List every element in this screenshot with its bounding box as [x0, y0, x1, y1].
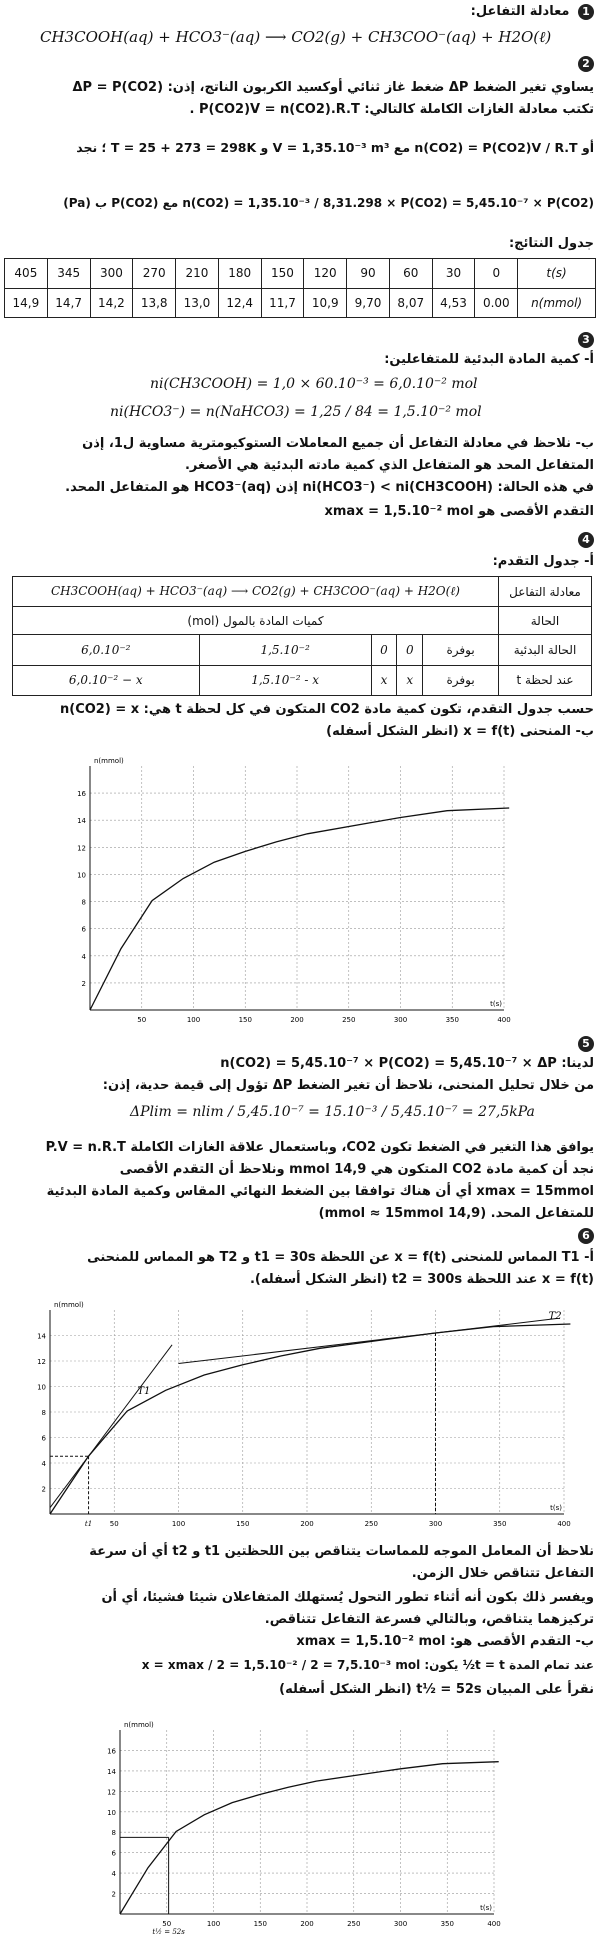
excess-cell: بوفرة: [423, 665, 499, 695]
y-tick-label: 14: [77, 817, 86, 826]
y-tick-label: 14: [107, 1767, 116, 1776]
x-tick-label: 300: [428, 1520, 443, 1528]
state-label-cell: الحالة: [499, 607, 592, 635]
co2-equals-x: حسب جدول التقدم، تكون كمية مادة CO2 المتكون في كل لحظة t هي: n(CO2) = x: [60, 702, 594, 717]
time-cell: 120: [304, 259, 347, 289]
moles-cell: 14,2: [90, 288, 133, 318]
x-tick-label: 200: [290, 1016, 304, 1024]
time-cell: 90: [347, 259, 390, 289]
slope-observation: نلاحظ أن المعامل الموجه للمماسات يتناقص بين اللحظتين t1 و t2 أي أن سرعة: [89, 1544, 594, 1559]
explanation-1: ويفسر ذلك بكون أنه أثناء تطور التحول يُستهلك المتفاعلان شيئا فشيئا، أي أن: [101, 1590, 594, 1605]
x-axis-label: t(s): [550, 1504, 562, 1512]
advancement-value-cell: 1,5.10⁻² - x: [199, 665, 371, 695]
y-tick-label: 12: [107, 1788, 116, 1797]
y-tick-label: 6: [81, 925, 86, 934]
co2-amount: نجد أن كمية مادة CO2 المتكون هي 14,9 mmol ونلاحظ أن التقدم الأقصى: [119, 1162, 594, 1177]
x-tick-label: 350: [445, 1016, 459, 1024]
time-cell: 150: [261, 259, 304, 289]
x-tick-label: 200: [300, 1520, 314, 1528]
x-tick-label: 150: [236, 1520, 250, 1528]
x-tick-label: 100: [186, 1016, 201, 1024]
x-tick-label: 150: [238, 1016, 252, 1024]
moles-row: [5, 288, 596, 318]
time-cell: 30: [432, 259, 475, 289]
curve-series: [90, 808, 509, 1010]
excess-cell: بوفرة: [423, 635, 499, 665]
y-tick-label: 2: [111, 1890, 116, 1899]
tangent-reference: x = f(t) عند اللحظة t2 = 300s (انظر الشكل أسفله).: [249, 1272, 594, 1287]
advancement-value-cell: 6,0.10⁻²: [13, 635, 200, 665]
x-tick-label: 50: [137, 1016, 147, 1024]
y-tick-label: 10: [37, 1383, 46, 1392]
chart-3: [90, 1716, 510, 1936]
tangent-statement: أ- T1 المماس للمنحنى x = f(t) عن اللحظة t1 = 30s و T2 هو المماس للمنحنى: [87, 1250, 594, 1265]
x-tick-label: 250: [342, 1016, 356, 1024]
advancement-table-title: أ- جدول التقدم:: [492, 554, 594, 569]
time-cell: 270: [133, 259, 176, 289]
half-life-equation: عند تمام المدة t = t½ يكون: x = xmax / 2 = 1,5.10⁻² / 2 = 7,5.10⁻³ mol: [141, 1658, 594, 1672]
y-tick-label: 2: [81, 979, 86, 988]
advancement-value-cell: 6,0.10⁻² − x: [13, 665, 200, 695]
section-5-badge-line: [574, 1036, 594, 1052]
section-number-badge: 6: [578, 1228, 594, 1244]
moles-delta-p: لدينا: n(CO2) = 5,45.10⁻⁷ × P(CO2) = 5,45.10⁻⁷ × ΔP: [220, 1056, 594, 1071]
section-4-badge-line: [574, 532, 594, 548]
x-tick-label: 300: [393, 1016, 408, 1024]
y-tick-label: 4: [111, 1870, 116, 1879]
chart-1-svg: [60, 752, 520, 1032]
y-axis-label: n(mmol): [54, 1301, 84, 1309]
y-tick-label: 16: [77, 790, 86, 799]
y-tick-label: 8: [111, 1829, 116, 1838]
limiting-reactant-case: في هذه الحالة: ni(HCO3⁻) < ni(CH3COOH) إذن HCO3⁻(aq) هو المتفاعل المحد.: [65, 480, 594, 495]
time-cell: 345: [47, 259, 90, 289]
moles-cell: 14,9: [5, 288, 48, 318]
limit-analysis: من خلال تحليل المنحنى، نلاحظ أن تغير الضغط ΔP تؤول إلى قيمة حدية، إذن:: [102, 1078, 594, 1093]
section-3-badge-line: [574, 332, 594, 348]
moles-cell: 12,4: [218, 288, 261, 318]
x-tick-label: 400: [487, 1920, 501, 1928]
y-tick-label: 12: [37, 1358, 46, 1366]
results-table: [4, 258, 596, 318]
tangent-t1-label: T1: [137, 1386, 151, 1398]
advancement-table: [12, 576, 592, 696]
time-row: [5, 259, 596, 289]
tangent-t1: [50, 1345, 172, 1508]
moles-cell: 13,0: [176, 288, 219, 318]
tangent-t2-label: T2: [548, 1310, 562, 1322]
moles-header-cell: كميات المادة بالمول (mol): [13, 607, 499, 635]
advancement-value-cell: x: [397, 665, 423, 695]
moles-cell: 9,70: [347, 288, 390, 318]
chart-3-svg: [90, 1716, 510, 1936]
y-tick-label: 4: [81, 952, 86, 961]
section-1-title: 1 معادلة التفاعل:: [471, 4, 594, 20]
reaction-equation: CH3COOH(aq) + HCO3⁻(aq) ⟶ CO2(g) + CH3COO⁻(aq) + H2O(ℓ): [40, 28, 552, 46]
y-tick-label: 12: [77, 844, 86, 853]
chart-2: [20, 1296, 580, 1536]
section-number-badge: 3: [578, 332, 594, 348]
delta-p-limit: ΔPlim = nlim / 5,45.10⁻⁷ = 15.10⁻³ / 5,45.10⁻⁷ = 27,5kPa: [130, 1104, 535, 1120]
moles-cell: 10,9: [304, 288, 347, 318]
results-table-title: جدول النتائج:: [508, 236, 594, 251]
advancement-value-cell: 0: [397, 635, 423, 665]
x-tick-label: 250: [347, 1920, 361, 1928]
y-tick-label: 10: [107, 1808, 116, 1817]
y-tick-label: 8: [41, 1409, 46, 1417]
time-cell: 180: [218, 259, 261, 289]
equation-cell: CH3COOH(aq) + HCO3⁻(aq) ⟶ CO2(g) + CH3COO⁻(aq) + H2O(ℓ): [13, 577, 499, 607]
at-time-row: [13, 665, 592, 695]
time-cell: t(s): [518, 259, 596, 289]
moles-cell: 4,53: [432, 288, 475, 318]
curve-reference-1: ب- المنحنى x = f(t) (انظر الشكل أسفله): [326, 724, 594, 739]
x-axis-label: t(s): [480, 1904, 492, 1912]
x-tick-label: 50: [162, 1920, 172, 1928]
y-tick-label: 10: [77, 871, 86, 880]
initial-bicarbonate-moles: ni(HCO3⁻) = n(NaHCO3) = 1,25 / 84 = 1,5.10⁻² mol: [110, 404, 482, 420]
chart-1: [60, 752, 520, 1032]
moles-cell: n(mmol): [518, 288, 596, 318]
y-tick-label: 6: [111, 1849, 116, 1858]
limiting-reactant-definition: المتفاعل المحد هو المتفاعل الذي كمية مادته البدئية هي الأصغر.: [184, 458, 594, 473]
section-number-badge: 5: [578, 1036, 594, 1052]
moles-cell: 11,7: [261, 288, 304, 318]
moles-cell: 13,8: [133, 288, 176, 318]
section-number-badge: 4: [578, 532, 594, 548]
x-tick-label: 400: [497, 1016, 511, 1024]
advancement-value-cell: 0: [371, 635, 397, 665]
moles-cell: 14,7: [47, 288, 90, 318]
time-cell: 405: [5, 259, 48, 289]
moles-cell: 0.00: [475, 288, 518, 318]
advancement-value-cell: 1,5.10⁻²: [199, 635, 371, 665]
advancement-value-cell: x: [371, 665, 397, 695]
section-6-badge-line: [574, 1228, 594, 1244]
stoichiometry-note: ب- نلاحظ في معادلة التفاعل أن جميع المعاملات الستوكيومترية مساوية ل1، إذن: [82, 436, 594, 451]
equation-label-cell: معادلة التفاعل: [499, 577, 592, 607]
y-axis-label: n(mmol): [94, 757, 124, 765]
limiting-conclusion: للمتفاعل المحد. (14,9 mmol ≈ 15mmol): [318, 1206, 594, 1221]
initial-quantities-title: أ- كمية المادة البدئية للمتفاعلين:: [384, 352, 594, 367]
section-number-badge: 1: [578, 4, 594, 20]
moles-formula-line: أو n(CO2) = P(CO2)V / R.T مع V = 1,35.10⁻³ m³ و T = 25 + 273 = 298K ؛ نجد: [76, 140, 594, 155]
time-cell: 60: [389, 259, 432, 289]
y-tick-label: 6: [41, 1434, 46, 1443]
initial-state-row: [13, 635, 592, 665]
time-cell: 300: [90, 259, 133, 289]
y-tick-label: 2: [41, 1485, 46, 1494]
y-tick-label: 16: [107, 1747, 116, 1756]
max-advancement-2: ب- التقدم الأقصى هو: xmax = 1,5.10⁻² mol: [296, 1634, 594, 1649]
initial-acid-moles: ni(CH3COOH) = 1,0 × 60.10⁻³ = 6,0.10⁻² mol: [150, 376, 478, 392]
rate-decrease: التفاعل تتناقص خلال الزمن.: [411, 1566, 594, 1581]
at-time-label: عند لحظة t: [499, 665, 592, 695]
explanation-2: تركيزهما يتناقص، وبالتالي فسرعة التفاعل تتناقص.: [264, 1612, 594, 1627]
tangent-t2: [179, 1318, 558, 1363]
x-tick-label: 350: [440, 1920, 454, 1928]
time-cell: 0: [475, 259, 518, 289]
max-advancement-1: التقدم الأقصى هو xmax = 1,5.10⁻² mol: [324, 504, 594, 519]
x-tick-label: 200: [300, 1920, 314, 1928]
x-tick-label: 400: [557, 1520, 571, 1528]
x-tick-label: 150: [253, 1920, 267, 1928]
y-tick-label: 14: [37, 1332, 46, 1341]
initial-state-label: الحالة البدئية: [499, 635, 592, 665]
section-2-badge-line: [574, 56, 594, 72]
x-tick-label: 50: [109, 1520, 119, 1528]
ideal-gas-statement: تكتب معادلة الغازات الكاملة كالتالي: P(CO2)V = n(CO2).R.T .: [189, 102, 594, 117]
chart-2-svg: [20, 1296, 580, 1536]
moles-cell: 8,07: [389, 288, 432, 318]
x-tick-label: 350: [493, 1520, 507, 1528]
x-tick-label: 100: [171, 1520, 186, 1528]
y-axis-label: n(mmol): [124, 1721, 154, 1729]
section-number-badge: 2: [578, 56, 594, 72]
half-life-tick: t½ = 52s: [152, 1928, 185, 1936]
x-tick-label: 100: [206, 1920, 221, 1928]
time-cell: 210: [176, 259, 219, 289]
moles-pressure-relation: n(CO2) = 1,35.10⁻³ / 8,31.298 × P(CO2) = 5,45.10⁻⁷ × P(CO2) مع P(CO2) ب (Pa): [63, 196, 594, 210]
y-tick-label: 8: [81, 898, 86, 907]
agreement-note: xmax = 15mmol أي أن هناك توافقا بين الضغط النهائي المقاس وكمية المادة البدئية: [46, 1184, 594, 1199]
curve-series: [50, 1324, 570, 1514]
curve-series: [120, 1762, 499, 1914]
pressure-statement: يساوي تغير الضغط ΔP ضغط غاز ثنائي أوكسيد الكربون الناتج، إذن: ΔP = P(CO2): [72, 80, 594, 95]
half-life-reading: نقرأ على المبيان t½ = 52s (انظر الشكل أسفله): [279, 1682, 594, 1697]
x-tick-label: 250: [364, 1520, 378, 1528]
x-tick-label: 300: [393, 1920, 408, 1928]
t1-tick-label: t1: [84, 1520, 93, 1528]
y-tick-label: 4: [41, 1460, 46, 1468]
x-axis-label: t(s): [490, 1000, 502, 1008]
ideal-gas-application: يوافق هذا التغير في الضغط تكون CO2، وباستعمال علاقة الغازات الكاملة P.V = n.R.T: [45, 1140, 594, 1155]
